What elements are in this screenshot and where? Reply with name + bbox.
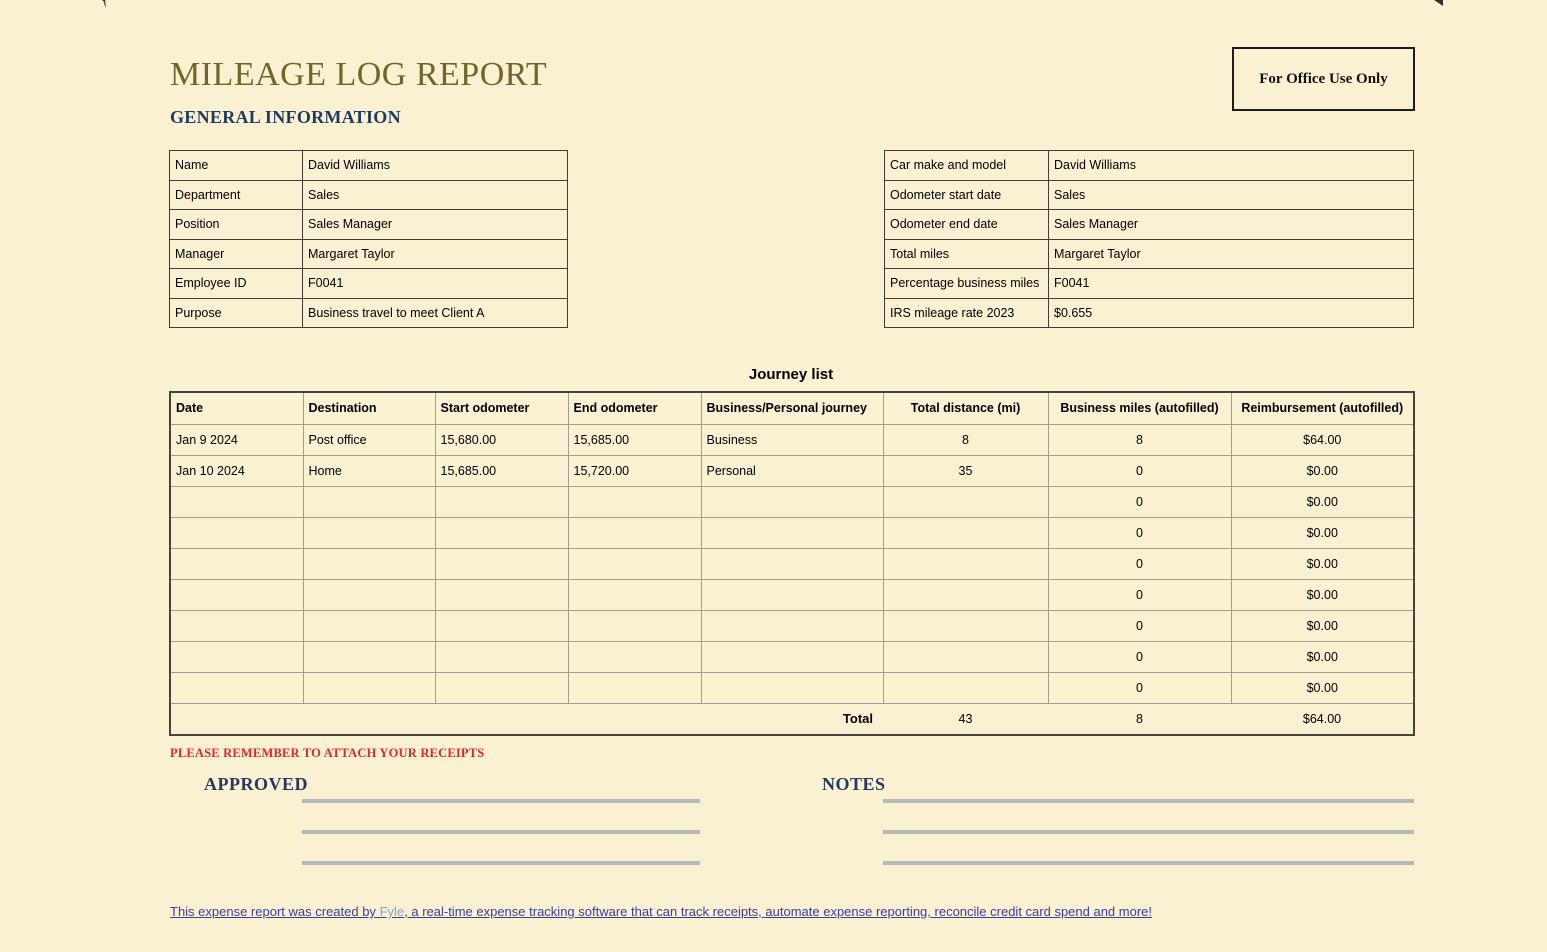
- journey-column-header: Business miles (autofilled): [1048, 392, 1231, 424]
- journey-cell-total-distance: [883, 486, 1048, 517]
- journey-cell-end-odometer: [568, 610, 701, 641]
- journey-column-header: End odometer: [568, 392, 701, 424]
- info-value-cell: David Williams: [303, 151, 568, 181]
- journey-cell-reimbursement: $0.00: [1231, 548, 1414, 579]
- info-value-cell: Sales Manager: [1049, 210, 1414, 240]
- journey-cell-journey-type: Personal: [701, 455, 883, 486]
- general-info-left-table: [169, 150, 568, 328]
- info-row: [885, 298, 1414, 328]
- journey-cell-journey-type: [701, 610, 883, 641]
- journey-cell-total-distance: 35: [883, 455, 1048, 486]
- info-row: [885, 269, 1414, 299]
- info-value-cell: Sales Manager: [303, 210, 568, 240]
- screen-edge-artifact-right: [1434, 0, 1443, 6]
- journey-cell-business-miles: 0: [1048, 548, 1231, 579]
- info-value-cell: David Williams: [1049, 151, 1414, 181]
- journey-cell-start-odometer: [435, 517, 568, 548]
- journey-cell-start-odometer: [435, 548, 568, 579]
- journey-column-header: Destination: [303, 392, 435, 424]
- journey-column-header: Total distance (mi): [883, 392, 1048, 424]
- notes-heading: NOTES: [822, 774, 886, 794]
- journey-cell-journey-type: [701, 486, 883, 517]
- journey-cell-date: [170, 517, 303, 548]
- journey-cell-journey-type: [701, 548, 883, 579]
- screen-edge-artifact-left: [102, 0, 109, 8]
- notes-line: [883, 861, 1414, 865]
- journey-cell-reimbursement: $0.00: [1231, 517, 1414, 548]
- journey-cell-destination: [303, 486, 435, 517]
- info-label-cell: Total miles: [885, 239, 1049, 269]
- journey-cell-destination: [303, 579, 435, 610]
- info-label-cell: Manager: [170, 239, 303, 269]
- approved-heading: APPROVED: [204, 774, 308, 794]
- journey-column-header: Reimbursement (autofilled): [1231, 392, 1414, 424]
- journey-row: [170, 641, 1414, 672]
- info-value-cell: Margaret Taylor: [303, 239, 568, 269]
- approved-signature-line: [302, 861, 700, 865]
- journey-cell-start-odometer: [435, 579, 568, 610]
- journey-cell-destination: Home: [303, 455, 435, 486]
- journey-row: [170, 424, 1414, 455]
- journey-column-header: Start odometer: [435, 392, 568, 424]
- notes-line: [883, 830, 1414, 834]
- journey-row: [170, 672, 1414, 703]
- journey-total-distance: 43: [883, 703, 1048, 735]
- journey-cell-business-miles: 0: [1048, 672, 1231, 703]
- journey-cell-date: [170, 641, 303, 672]
- journey-column-header: Business/Personal journey: [701, 392, 883, 424]
- journey-cell-total-distance: [883, 579, 1048, 610]
- journey-cell-journey-type: [701, 672, 883, 703]
- journey-cell-total-distance: [883, 672, 1048, 703]
- journey-cell-total-distance: [883, 517, 1048, 548]
- office-use-only-box: [1232, 47, 1415, 111]
- journey-cell-date: [170, 610, 303, 641]
- info-row: [170, 180, 568, 210]
- approved-signature-line: [302, 799, 700, 803]
- journey-cell-start-odometer: 15,685.00: [435, 455, 568, 486]
- journey-cell-reimbursement: $0.00: [1231, 641, 1414, 672]
- info-row: [170, 269, 568, 299]
- info-row: [885, 210, 1414, 240]
- journey-row: [170, 517, 1414, 548]
- receipts-reminder-note: PLEASE REMEMBER TO ATTACH YOUR RECEIPTS: [170, 746, 485, 760]
- journey-cell-start-odometer: [435, 486, 568, 517]
- info-label-cell: Car make and model: [885, 151, 1049, 181]
- journey-row: [170, 548, 1414, 579]
- info-label-cell: Department: [170, 180, 303, 210]
- info-value-cell: F0041: [1049, 269, 1414, 299]
- journey-cell-end-odometer: [568, 579, 701, 610]
- journey-row: [170, 610, 1414, 641]
- journey-cell-destination: [303, 517, 435, 548]
- journey-cell-business-miles: 0: [1048, 455, 1231, 486]
- office-use-only-label: For Office Use Only: [1259, 70, 1388, 87]
- journey-cell-business-miles: 0: [1048, 486, 1231, 517]
- general-information-heading: GENERAL INFORMATION: [170, 107, 401, 127]
- journey-cell-destination: Post office: [303, 424, 435, 455]
- info-value-cell: F0041: [303, 269, 568, 299]
- journey-cell-reimbursement: $0.00: [1231, 672, 1414, 703]
- footer-link-suffix: , a real-time expense tracking software that can track receipts, automate expense reporting, reconcile credit card spend and more!: [404, 904, 1153, 919]
- journey-cell-start-odometer: [435, 641, 568, 672]
- journey-cell-end-odometer: [568, 548, 701, 579]
- journey-cell-date: [170, 486, 303, 517]
- journey-cell-date: Jan 10 2024: [170, 455, 303, 486]
- journey-cell-end-odometer: [568, 672, 701, 703]
- journey-cell-total-distance: [883, 610, 1048, 641]
- info-label-cell: IRS mileage rate 2023: [885, 298, 1049, 328]
- info-row: [170, 210, 568, 240]
- info-label-cell: Position: [170, 210, 303, 240]
- journey-cell-journey-type: Business: [701, 424, 883, 455]
- journey-cell-total-distance: [883, 641, 1048, 672]
- journey-total-label: Total: [170, 703, 883, 735]
- journey-cell-destination: [303, 610, 435, 641]
- journey-cell-journey-type: [701, 641, 883, 672]
- info-row: [170, 239, 568, 269]
- journey-list-title: Journey list: [748, 366, 834, 383]
- journey-cell-date: [170, 579, 303, 610]
- journey-cell-reimbursement: $0.00: [1231, 486, 1414, 517]
- info-value-cell: Business travel to meet Client A: [303, 298, 568, 328]
- general-info-right-table: [884, 150, 1414, 328]
- journey-cell-date: Jan 9 2024: [170, 424, 303, 455]
- info-label-cell: Percentage business miles: [885, 269, 1049, 299]
- journey-cell-total-distance: [883, 548, 1048, 579]
- info-row: [885, 180, 1414, 210]
- approved-signature-line: [302, 830, 700, 834]
- journey-row: [170, 486, 1414, 517]
- journey-cell-journey-type: [701, 517, 883, 548]
- journey-row: [170, 579, 1414, 610]
- journey-cell-destination: [303, 672, 435, 703]
- info-value-cell: Sales: [303, 180, 568, 210]
- info-label-cell: Purpose: [170, 298, 303, 328]
- footer-link-prefix: This expense report was created by: [170, 904, 380, 919]
- notes-line: [883, 799, 1414, 803]
- journey-cell-reimbursement: $0.00: [1231, 455, 1414, 486]
- info-row: [885, 239, 1414, 269]
- journey-cell-reimbursement: $0.00: [1231, 579, 1414, 610]
- journey-cell-business-miles: 8: [1048, 424, 1231, 455]
- info-value-cell: Sales: [1049, 180, 1414, 210]
- journey-cell-end-odometer: [568, 486, 701, 517]
- journey-cell-start-odometer: [435, 610, 568, 641]
- journey-total-business-miles: 8: [1048, 703, 1231, 735]
- info-value-cell: $0.655: [1049, 298, 1414, 328]
- journey-total-reimbursement: $64.00: [1231, 703, 1414, 735]
- info-label-cell: Name: [170, 151, 303, 181]
- journey-cell-start-odometer: 15,680.00: [435, 424, 568, 455]
- journey-cell-end-odometer: [568, 641, 701, 672]
- info-label-cell: Employee ID: [170, 269, 303, 299]
- info-row: [885, 151, 1414, 181]
- journey-cell-reimbursement: $64.00: [1231, 424, 1414, 455]
- journey-cell-journey-type: [701, 579, 883, 610]
- journey-cell-date: [170, 548, 303, 579]
- journey-cell-business-miles: 0: [1048, 579, 1231, 610]
- page-title: MILEAGE LOG REPORT: [170, 56, 548, 93]
- journey-cell-date: [170, 672, 303, 703]
- journey-header-row: [170, 392, 1414, 424]
- journey-cell-destination: [303, 641, 435, 672]
- journey-table: [169, 391, 1415, 736]
- info-label-cell: Odometer end date: [885, 210, 1049, 240]
- footer-fyle-link[interactable]: [170, 904, 1152, 919]
- info-value-cell: Margaret Taylor: [1049, 239, 1414, 269]
- journey-cell-business-miles: 0: [1048, 610, 1231, 641]
- journey-cell-end-odometer: 15,685.00: [568, 424, 701, 455]
- journey-cell-start-odometer: [435, 672, 568, 703]
- journey-cell-total-distance: 8: [883, 424, 1048, 455]
- journey-cell-end-odometer: [568, 517, 701, 548]
- info-row: [170, 298, 568, 328]
- journey-cell-destination: [303, 548, 435, 579]
- journey-cell-business-miles: 0: [1048, 517, 1231, 548]
- info-label-cell: Odometer start date: [885, 180, 1049, 210]
- journey-cell-end-odometer: 15,720.00: [568, 455, 701, 486]
- journey-cell-business-miles: 0: [1048, 641, 1231, 672]
- footer-link-fyle[interactable]: Fyle: [379, 904, 405, 919]
- info-row: [170, 151, 568, 181]
- journey-column-header: Date: [170, 392, 303, 424]
- journey-total-row: [170, 703, 1414, 735]
- journey-cell-reimbursement: $0.00: [1231, 610, 1414, 641]
- journey-row: [170, 455, 1414, 486]
